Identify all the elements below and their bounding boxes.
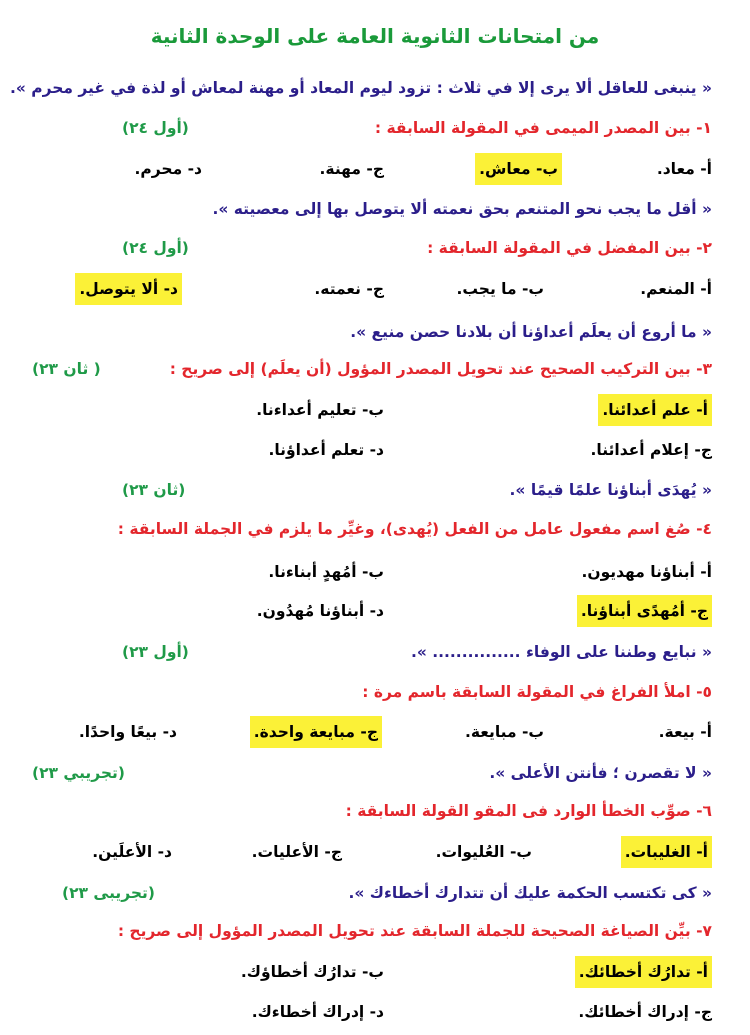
q2-options (32, 273, 712, 305)
q7-option-d[interactable]: د- إدراك أخطاءك. (251, 1003, 384, 1021)
q3-option-d[interactable]: د- تعلم أعداؤنا. (268, 441, 384, 459)
q7-options-row1 (32, 956, 712, 988)
q5-option-b[interactable]: ب- مبايعة. (464, 723, 544, 741)
q1-option-c[interactable]: ج- مهنة. (319, 160, 384, 178)
q1-ref: (أول ٢٤) (122, 119, 189, 137)
q7-quote: « كى تكتسب الحكمة عليك أن تتدارك أخطاءك ». (348, 884, 712, 902)
q2-option-a[interactable]: أ- المنعم. (640, 280, 712, 298)
q3-quote: « ما أروع أن يعلَم أعداؤنا أن بلادنا حصن منيع ». (350, 323, 712, 341)
q4-quote-row (32, 474, 712, 506)
q3-prompt: ٣- بين التركيب الصحيح عند تحويل المصدر المؤول (أن يعلَم) إلى صريح : (169, 360, 712, 378)
q6-quote-row (32, 757, 712, 789)
q1-option-a[interactable]: أ- معاد. (656, 160, 712, 178)
q7-ref: (تجريبى ٢٣) (62, 884, 155, 902)
q3-ref: ( ثان ٢٣) (32, 360, 101, 378)
q1-quote: « ينبغى للعاقل ألا يرى إلا في ثلاث : تزود ليوم المعاد أو مهنة لمعاش أو لذة في غير محرم ». (9, 79, 712, 97)
q6-option-a[interactable]: أ- الغليبات. (621, 836, 712, 868)
q6-option-c[interactable]: ج- الأعليات. (251, 843, 342, 861)
q6-options (32, 836, 712, 868)
q1-option-d[interactable]: د- محرم. (134, 160, 202, 178)
q2-option-c[interactable]: ج- نعمته. (314, 280, 384, 298)
q5-option-a[interactable]: أ- بيعة. (658, 723, 712, 741)
q2-quote: « أقل ما يجب نحو المتنعم بحق نعمته ألا يتوصل بها إلى معصيته ». (212, 200, 712, 218)
q5-quote-row (32, 636, 712, 668)
q3-option-b[interactable]: ب- تعليم أعداءنا. (256, 401, 384, 419)
q7-option-c[interactable]: ج- إدراك أخطائك. (578, 1003, 712, 1021)
q1-option-b[interactable]: ب- معاش. (475, 153, 562, 185)
q5-option-d[interactable]: د- بيعًا واحدًا. (78, 723, 177, 741)
q4-option-a[interactable]: أ- أبناؤنا مهديون. (581, 563, 712, 581)
q3-options-row1 (32, 394, 712, 426)
q4-options-row2 (32, 595, 712, 627)
q3-options-row2 (32, 434, 712, 466)
q1-options (32, 153, 712, 185)
q6-prompt: ٦- صوِّب الخطأ الوارد فى المقو القولة السابقة : (345, 802, 712, 820)
q7-option-a[interactable]: أ- تدارُك أخطائك. (575, 956, 712, 988)
q2-prompt-row (32, 232, 712, 264)
q3-prompt-row (32, 353, 712, 385)
q4-quote: « يُهدَى أبناؤنا علمًا قيمًا ». (509, 481, 712, 499)
q2-option-b[interactable]: ب- ما يجب. (456, 280, 544, 298)
q4-option-b[interactable]: ب- أمُهدٍ أبناءنا. (268, 563, 384, 581)
q6-option-b[interactable]: ب- العُليوات. (435, 843, 532, 861)
q6-ref: (تجريبي ٢٣) (32, 764, 125, 782)
q6-option-d[interactable]: د- الأعلَين. (92, 843, 172, 861)
q3-option-c[interactable]: ج- إعلام أعدائنا. (590, 441, 712, 459)
q5-ref: (أول ٢٣) (122, 643, 189, 661)
q2-ref: (أول ٢٤) (122, 239, 189, 257)
q2-prompt: ٢- بين المفضل في المقولة السابقة : (427, 239, 712, 257)
q6-quote: « لا تقصرن ؛ فأنتن الأعلى ». (489, 764, 712, 782)
q7-quote-row (32, 877, 712, 909)
q4-option-d[interactable]: د- أبناؤنا مُهدُون. (256, 602, 384, 620)
q5-prompt: ٥- املأ الفراغ في المقولة السابقة باسم مرة : (362, 683, 712, 701)
q4-prompt: ٤- صُغ اسم مفعول عامل من الفعل (يُهدى)، وغيِّر ما يلزم في الجملة السابقة : (117, 520, 712, 538)
page-title: من امتحانات الثانوية العامة على الوحدة الثانية (150, 24, 600, 48)
q5-option-c[interactable]: ج- مبايعة واحدة. (250, 716, 382, 748)
q5-quote: « نبايع وطننا على الوفاء ............... ». (410, 643, 712, 661)
q7-option-b[interactable]: ب- تدارُك أخطاؤك. (240, 963, 384, 981)
q2-option-d[interactable]: د- ألا يتوصل. (75, 273, 182, 305)
q4-options-row1 (32, 556, 712, 588)
q4-ref: (ثان ٢٣) (122, 481, 186, 499)
q7-prompt: ٧- بيِّن الصياغة الصحيحة للجملة السابقة عند تحويل المصدر المؤول إلى صريح : (117, 922, 712, 940)
q5-options (32, 716, 712, 748)
q7-options-row2 (32, 996, 712, 1028)
q3-option-a[interactable]: أ- علم أعدائنا. (598, 394, 712, 426)
q1-prompt-row (32, 112, 712, 144)
q1-prompt: ١- بين المصدر الميمى في المقولة السابقة : (374, 119, 712, 137)
q4-option-c[interactable]: ج- أمُهدًى أبناؤنا. (577, 595, 712, 627)
